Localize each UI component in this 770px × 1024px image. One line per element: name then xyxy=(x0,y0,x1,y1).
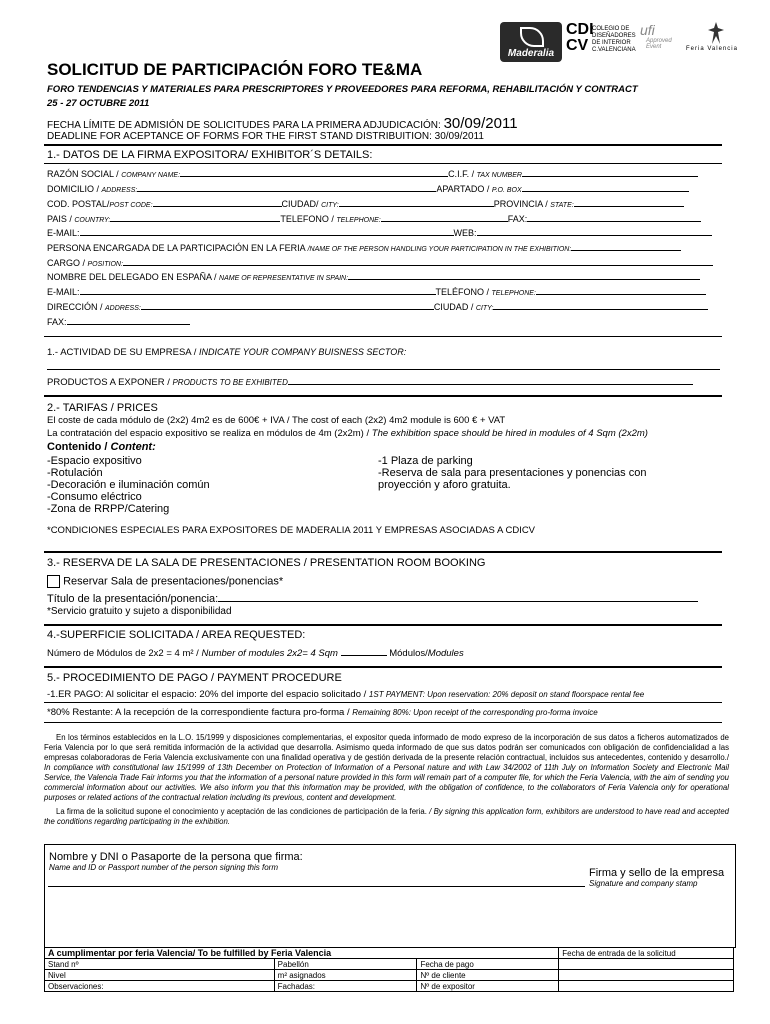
row-address-2: DIRECCIÓN / ADDRESS: CIUDAD / CITY: xyxy=(47,300,708,312)
row-products: PRODUCTOS A EXPONER / PRODUCTS TO BE EXHIBITED xyxy=(47,375,693,388)
content-heading: Contenido / Content: xyxy=(47,441,156,453)
signer-name-label-en: Name and ID or Passport number of the person signing this form xyxy=(49,863,278,872)
list-item: -Rotulación xyxy=(47,467,103,479)
signature-box xyxy=(44,844,736,948)
divider xyxy=(44,702,722,703)
divider xyxy=(44,395,722,397)
signer-name-field[interactable] xyxy=(48,886,585,887)
legal-notice: En los términos establecidos en la L.O. 15/1999 y disposiciones complementarias, el expositor queda informado de modo expreso de la incorporación de sus datos a ficheros automatizados de Feria Valencia por lo que será remitida información de la actividad que desarrolla. Asimismo queda informado de que sus datos podrán ser comunicados con obligación de confidencialidad a las empresas colaboradoras de Feria Valencia exclusivamente con una finalidad operativa y de gestión derivada de la presente relación contractual, incluidos sus antecedentes, contenido y desarrollo./ In compliance with constitutional law 15/1999 of 13th December on Protection of Information of a Personal nature and with Law 34/2002 of 11th July on Information Society and Electronic Mail Service, the Valencia Trade Fair informs you that the information of a personal nature provided in this form will remain part of a computer file, for which the Feria Valencia, with the aim of sending you commercial information about our activities. We also inform you that this information may be provided, with the obligation of confidence, to the collaborators of Feria Valencia only for operational purposes or related actions of the contractual relation including its previous, content and development. La firma de la solicitud supone el conocimiento y aceptación de las condiciones de participación de la feria. / By signing this application form, exhibitors are understood to have read and accepted the conditions regarding participating in the exhibition. xyxy=(44,733,729,826)
divider xyxy=(44,666,722,668)
products-field[interactable] xyxy=(288,375,693,385)
divider xyxy=(44,336,722,337)
table-cell[interactable] xyxy=(559,959,734,970)
telephone-field[interactable] xyxy=(381,212,508,222)
fax-field[interactable] xyxy=(527,212,701,222)
divider xyxy=(44,624,722,626)
stamp-label: Firma y sello de la empresa xyxy=(589,867,725,879)
country-field[interactable] xyxy=(110,212,280,222)
rep-email-field[interactable] xyxy=(80,285,436,295)
table-cell: Fecha de entrada de la solicitud xyxy=(559,948,734,959)
representative-field[interactable] xyxy=(348,270,700,280)
table-cell: Pabellón xyxy=(274,959,417,970)
contact-person-field[interactable] xyxy=(571,241,681,251)
email-field[interactable] xyxy=(80,226,454,236)
table-cell: Stand nº xyxy=(45,959,275,970)
feria-valencia-icon xyxy=(708,22,724,44)
section-2-title: 2.- TARIFAS / PRICES xyxy=(47,402,158,414)
table-cell: Fachadas: xyxy=(274,981,417,992)
page-subtitle: FORO TENDENCIAS Y MATERIALES PARA PRESCRIPTORES Y PROVEEDORES PARA REFORMA, REHABILITACIÓN Y CONTRACT xyxy=(47,84,638,95)
table-cell: Fecha de pago xyxy=(417,959,559,970)
post-code-field[interactable] xyxy=(153,197,282,207)
section-1-title: 1.- DATOS DE LA FIRMA EXPOSITORA/ EXHIBITOR´S DETAILS: xyxy=(47,149,373,161)
table-cell[interactable] xyxy=(559,970,734,981)
table-cell: Nivel xyxy=(45,970,275,981)
page-title: SOLICITUD DE PARTICIPACIÓN FORO TE&MA xyxy=(47,60,423,79)
divider xyxy=(44,144,722,146)
rep-address-field[interactable] xyxy=(141,300,434,310)
row-company-name: RAZÓN SOCIAL / COMPANY NAME: C.I.F. / TAX NUMBER xyxy=(47,167,698,179)
rep-fax-field[interactable] xyxy=(67,315,190,325)
leaf-icon xyxy=(520,27,544,47)
modules-count-field[interactable] xyxy=(341,646,387,656)
row-fax-2: FAX: xyxy=(47,315,190,327)
table-cell: Nº de expositor xyxy=(417,981,559,992)
table-cell: m² asignados xyxy=(274,970,417,981)
list-item: -Decoración e iluminación común xyxy=(47,479,210,491)
list-item: -Consumo eléctrico xyxy=(47,491,142,503)
first-payment: -1.ER PAGO: Al solicitar el espacio: 20% del importe del espacio solicitado / 1ST PAYMENT: Upon reservation: 20% deposit on stand floorspace rental fee xyxy=(47,689,645,700)
ufi-logo: ufi Approved Event xyxy=(640,22,672,50)
table-cell: Observaciones: xyxy=(45,981,275,992)
remaining-payment: *80% Restante: A la recepción de la correspondiente factura pro-forma / Remaining 80%: Upon receipt of the corresponding pro-forma invoice xyxy=(47,707,598,718)
company-name-field[interactable] xyxy=(180,167,448,177)
row-presentation-title: Título de la presentación/ponencia: xyxy=(47,590,698,605)
divider xyxy=(44,163,722,164)
rep-city-field[interactable] xyxy=(493,300,708,310)
section-3-title: 3.- RESERVA DE LA SALA DE PRESENTACIONES / PRESENTATION ROOM BOOKING xyxy=(47,557,486,569)
position-field[interactable] xyxy=(123,256,713,266)
row-representative: NOMBRE DEL DELEGADO EN ESPAÑA / NAME OF REPRESENTATIVE IN SPAIN: xyxy=(47,270,700,282)
stamp-label-en: Signature and company stamp xyxy=(589,879,698,888)
deadline-es: FECHA LÍMITE DE ADMISIÓN DE SOLICITUDES PARA LA PRIMERA ADJUDICACIÓN: 30/09/2011 xyxy=(47,115,518,132)
content-list-left xyxy=(47,455,367,515)
row-email: E-MAIL: WEB: xyxy=(47,226,712,238)
list-item: -Espacio expositivo xyxy=(47,455,142,467)
row-country: PAIS / COUNTRY: TELEFONO / TELEPHONE: FAX: xyxy=(47,212,701,224)
rep-telephone-field[interactable] xyxy=(536,285,706,295)
room-booking-checkbox[interactable] xyxy=(47,575,60,588)
deadline-en: DEADLINE FOR ACEPTANCE OF FORMS FOR THE FIRST STAND DISTRIBUITION: 30/09/2011 xyxy=(47,131,484,142)
divider xyxy=(44,551,722,553)
row-contact-person: PERSONA ENCARGADA DE LA PARTICIPACIÓN EN LA FERIA /NAME OF THE PERSON HANDLING YOUR PARTICIPATION IN THE EXHIBITION: xyxy=(47,241,681,253)
section-activity-title: 1.- ACTIVIDAD DE SU EMPRESA / INDICATE YOUR COMPANY BUISNESS SECTOR: xyxy=(47,347,407,358)
web-field[interactable] xyxy=(477,226,712,236)
office-header: A cumplimentar por feria Valencia/ To be fulfilled by Feria Valencia xyxy=(45,948,559,959)
section-4-title: 4.-SUPERFICIE SOLICITADA / AREA REQUESTED: xyxy=(47,629,306,641)
header-logos: Maderalia CDI CV COLEGIO DE DISEÑADORES DE INTERIOR C.VALENCIANA ufi Approved Event Feria Valencia xyxy=(500,22,750,67)
address-field[interactable] xyxy=(137,182,436,192)
activity-field[interactable] xyxy=(47,369,720,370)
city-field[interactable] xyxy=(339,197,494,207)
content-list-right xyxy=(378,455,678,491)
event-dates: 25 - 27 OCTUBRE 2011 xyxy=(47,98,150,109)
price-line: El coste de cada módulo de (2x2) 4m2 es de 600€ + IVA / The cost of each (2x2) 4m2 module is 600 € + VAT xyxy=(47,415,506,426)
presentation-title-field[interactable] xyxy=(218,590,698,602)
office-use-table xyxy=(44,947,734,992)
maderalia-logo: Maderalia xyxy=(500,22,562,62)
row-email-2: E-MAIL: TELÉFONO / TELEPHONE: xyxy=(47,285,706,297)
tax-number-field[interactable] xyxy=(522,167,698,177)
row-position: CARGO / POSITION: xyxy=(47,256,713,268)
list-item: -Reserva de sala para presentaciones y ponencias con proyección y aforo gratuita. xyxy=(378,467,647,491)
po-box-field[interactable] xyxy=(522,182,689,192)
free-service-note: *Servicio gratuito y sujeto a disponibilidad xyxy=(47,606,232,617)
row-postcode: COD. POSTAL/POST CODE: CIUDAD/ CITY: PROVINCIA / STATE: xyxy=(47,197,684,209)
special-conditions: *CONDICIONES ESPECIALES PARA EXPOSITORES DE MADERALIA 2011 Y EMPRESAS ASOCIADAS A CDICV xyxy=(47,525,536,536)
list-item: -Zona de RRPP/Catering xyxy=(47,503,170,515)
table-cell[interactable] xyxy=(559,981,734,992)
module-line: La contratación del espacio expositivo se realiza en módulos de 4m (2x2m) / The exhibition space should be hired in modules of 4 Sqm (2x2m) xyxy=(47,428,648,439)
state-field[interactable] xyxy=(574,197,684,207)
room-booking-option[interactable]: Reservar Sala de presentaciones/ponencias* xyxy=(47,575,283,588)
divider xyxy=(44,722,722,723)
row-modules: Número de Módulos de 2x2 = 4 m² / Number of modules 2x2= 4 Sqm Módulos/Modules xyxy=(47,648,464,659)
list-item: -1 Plaza de parking xyxy=(378,455,473,467)
signer-name-label: Nombre y DNI o Pasaporte de la persona que firma: xyxy=(49,851,303,863)
table-cell: Nº de cliente xyxy=(417,970,559,981)
section-5-title: 5.- PROCEDIMIENTO DE PAGO / PAYMENT PROCEDURE xyxy=(47,672,342,684)
row-address: DOMICILIO / ADDRESS: APARTADO / P.O. BOX xyxy=(47,182,689,194)
